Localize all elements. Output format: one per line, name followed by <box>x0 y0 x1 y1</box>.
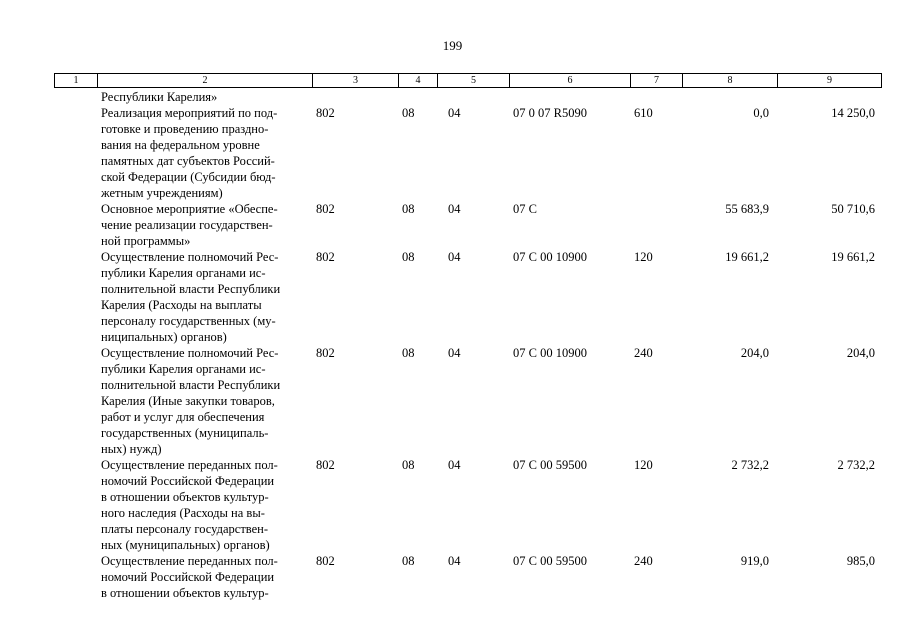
description-line: в отношении объектов культур- <box>101 586 269 600</box>
cell-col-6: 07 С 00 59500 <box>513 458 587 472</box>
cell-col-8: 55 683,9 <box>725 202 769 216</box>
row-description <box>101 89 311 105</box>
cell-col-9: 985,0 <box>846 554 875 568</box>
description-line: ной программы» <box>101 234 191 248</box>
header-cell: 4 <box>398 74 437 87</box>
table-row <box>0 89 905 105</box>
description-line: чение реализации государствен- <box>101 218 273 232</box>
cell-col-3: 802 <box>316 106 335 120</box>
table-row <box>0 553 905 601</box>
description-line: Республики Карелия» <box>101 90 218 104</box>
description-line: Карелия (Иные закупки товаров, <box>101 394 275 408</box>
description-line: ных (муниципальных) органов) <box>101 538 270 552</box>
description-line: Основное мероприятие «Обеспе- <box>101 202 278 216</box>
table-row <box>0 249 905 345</box>
header-cell: 2 <box>97 74 312 87</box>
description-line: Карелия (Расходы на выплаты <box>101 298 262 312</box>
cell-col-5: 04 <box>448 346 461 360</box>
row-description <box>101 457 311 553</box>
description-line: ниципальных) органов) <box>101 330 227 344</box>
cell-col-9: 19 661,2 <box>831 250 875 264</box>
cell-col-9: 50 710,6 <box>831 202 875 216</box>
cell-col-6: 07 С 00 10900 <box>513 346 587 360</box>
cell-col-6: 07 С <box>513 202 537 216</box>
table-row <box>0 201 905 249</box>
description-line: полнительной власти Республики <box>101 282 281 296</box>
row-description <box>101 345 311 457</box>
header-cell: 6 <box>509 74 630 87</box>
cell-col-9: 2 732,2 <box>837 458 875 472</box>
description-line: вания на федеральном уровне <box>101 138 260 152</box>
description-line: готовке и проведению праздно- <box>101 122 269 136</box>
cell-col-9: 204,0 <box>846 346 875 360</box>
header-cell: 8 <box>682 74 777 87</box>
cell-col-3: 802 <box>316 554 335 568</box>
table-row <box>0 457 905 553</box>
description-line: Осуществление полномочий Рес- <box>101 346 279 360</box>
description-line: Осуществление полномочий Рес- <box>101 250 279 264</box>
description-line: полнительной власти Республики <box>101 378 281 392</box>
description-line: публики Карелия органами ис- <box>101 266 266 280</box>
cell-col-3: 802 <box>316 346 335 360</box>
description-line: персоналу государственных (му- <box>101 314 276 328</box>
description-line: Реализация мероприятий по под- <box>101 106 278 120</box>
cell-col-4: 08 <box>402 202 415 216</box>
cell-col-4: 08 <box>402 554 415 568</box>
cell-col-7: 120 <box>634 250 653 264</box>
cell-col-8: 0,0 <box>753 106 769 120</box>
cell-col-4: 08 <box>402 458 415 472</box>
description-line: платы персоналу государствен- <box>101 522 269 536</box>
header-cell: 7 <box>630 74 682 87</box>
cell-col-7: 610 <box>634 106 653 120</box>
description-line: ных) нужд) <box>101 442 162 456</box>
page-number: 199 <box>442 38 463 53</box>
header-cell: 1 <box>73 75 79 86</box>
cell-col-9: 14 250,0 <box>831 106 875 120</box>
cell-col-4: 08 <box>402 106 415 120</box>
row-description <box>101 553 311 601</box>
cell-col-5: 04 <box>448 250 461 264</box>
description-line: в отношении объектов культур- <box>101 490 269 504</box>
header-cell: 3 <box>312 74 398 87</box>
cell-col-5: 04 <box>448 202 461 216</box>
description-line: работ и услуг для обеспечения <box>101 410 265 424</box>
cell-col-8: 2 732,2 <box>731 458 769 472</box>
table-row <box>0 105 905 201</box>
cell-col-3: 802 <box>316 202 335 216</box>
cell-col-8: 204,0 <box>740 346 769 360</box>
row-description <box>101 201 311 249</box>
description-line: публики Карелия органами ис- <box>101 362 266 376</box>
cell-col-3: 802 <box>316 250 335 264</box>
description-line: государственных (муниципаль- <box>101 426 269 440</box>
description-line: жетным учреждениям) <box>101 186 223 200</box>
table-row <box>0 345 905 457</box>
header-cell: 5 <box>437 74 509 87</box>
description-line: ской Федерации (Субсидии бюд- <box>101 170 276 184</box>
row-description <box>101 105 311 201</box>
description-line: Осуществление переданных пол- <box>101 458 278 472</box>
cell-col-7: 240 <box>634 346 653 360</box>
row-description <box>101 249 311 345</box>
cell-col-6: 07 С 00 59500 <box>513 554 587 568</box>
cell-col-3: 802 <box>316 458 335 472</box>
cell-col-6: 07 0 07 R5090 <box>513 106 587 120</box>
cell-col-6: 07 С 00 10900 <box>513 250 587 264</box>
description-line: ного наследия (Расходы на вы- <box>101 506 265 520</box>
cell-col-5: 04 <box>448 106 461 120</box>
header-cell: 9 <box>777 74 881 87</box>
description-line: номочий Российской Федерации <box>101 570 275 584</box>
cell-col-7: 240 <box>634 554 653 568</box>
cell-col-7: 120 <box>634 458 653 472</box>
description-line: Осуществление переданных пол- <box>101 554 278 568</box>
cell-col-8: 919,0 <box>740 554 769 568</box>
cell-col-5: 04 <box>448 458 461 472</box>
cell-col-5: 04 <box>448 554 461 568</box>
table-body <box>0 89 905 601</box>
description-line: номочий Российской Федерации <box>101 474 275 488</box>
cell-col-4: 08 <box>402 346 415 360</box>
description-line: памятных дат субъектов Россий- <box>101 154 275 168</box>
cell-col-8: 19 661,2 <box>725 250 769 264</box>
table-header <box>54 73 882 88</box>
cell-col-4: 08 <box>402 250 415 264</box>
